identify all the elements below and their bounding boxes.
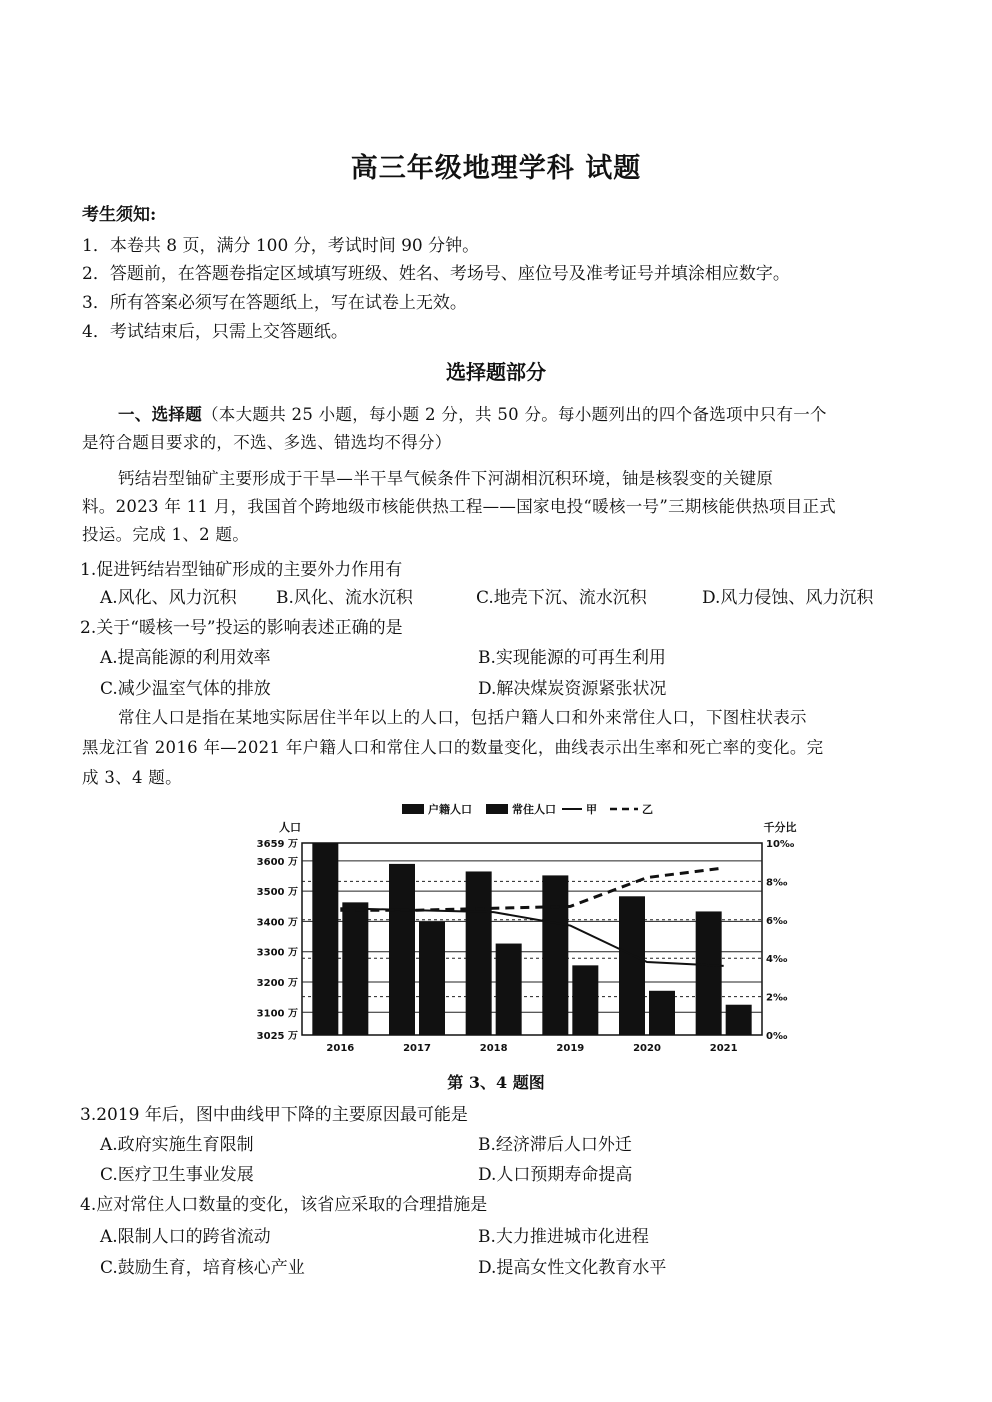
legend-label-yi: 乙	[642, 803, 653, 816]
q3-option-b: B.经济滞后人口外迁	[478, 1135, 632, 1155]
q1-option-b: B.风化、流水沉积	[276, 588, 413, 608]
x-tick-label: 2019	[556, 1043, 585, 1054]
right-tick-label: 0‰	[766, 1031, 788, 1042]
x-tick-label: 2021	[709, 1043, 738, 1054]
q4-option-b: B.大力推进城市化进程	[478, 1227, 649, 1247]
bar-huji	[542, 875, 568, 1035]
right-tick-label: 6‰	[766, 915, 788, 927]
left-tick-label: 3025 万	[256, 1031, 298, 1042]
legend-label-jia: 甲	[586, 803, 597, 816]
bar-changzhu	[726, 1005, 752, 1035]
section-title: 选择题部分	[446, 360, 546, 384]
notice-item-2: 2．答题前，在答题卷指定区域填写班级、姓名、考场号、座位号及准考证号并填涂相应数字。	[82, 264, 790, 284]
left-tick-label: 3200 万	[256, 978, 298, 990]
right-tick-label: 2‰	[766, 992, 788, 1004]
x-tick-label: 2020	[633, 1043, 661, 1054]
left-tick-label: 3300 万	[256, 947, 298, 959]
q4-option-a: A.限制人口的跨省流动	[100, 1227, 271, 1247]
q1-option-a: A.风化、风力沉积	[100, 588, 237, 608]
q4-option-c: C.鼓励生育，培育核心产业	[100, 1258, 305, 1278]
right-tick-label: 8‰	[766, 877, 788, 889]
q3-option-d: D.人口预期寿命提高	[478, 1165, 633, 1185]
bar-changzhu	[496, 944, 522, 1035]
right-tick-label: 4‰	[766, 954, 788, 966]
q3-option-a: A.政府实施生育限制	[100, 1135, 254, 1155]
q2-option-a: A.提高能源的利用效率	[100, 648, 271, 668]
notice-item-3: 3．所有答案必须写在答题纸上，写在试卷上无效。	[82, 293, 467, 313]
q2-option-d: D.解决煤炭资源紧张状况	[478, 679, 667, 699]
legend-swatch-huji	[402, 804, 424, 814]
bar-changzhu	[342, 902, 368, 1035]
notice-item-4: 4．考试结束后，只需上交答题纸。	[82, 322, 348, 342]
passage1-line-2: 料。2023 年 11 月，我国首个跨地级市核能供热工程——国家电投“暖核一号”三期核能供热项目正式	[82, 497, 837, 516]
q2-option-c: C.减少温室气体的排放	[100, 679, 271, 699]
bar-huji	[696, 911, 722, 1035]
x-tick-label: 2016	[326, 1043, 355, 1054]
q1-stem: 1.促进钙结岩型铀矿形成的主要外力作用有	[80, 560, 403, 580]
intro-line-1	[118, 400, 827, 430]
y-axis-title-left: 人口	[279, 821, 301, 834]
bar-changzhu	[649, 991, 675, 1035]
y-axis-title-right: 千分比	[763, 821, 797, 834]
legend-label-huji: 户籍人口	[428, 803, 472, 816]
legend-label-changzhu: 常住人口	[512, 803, 556, 816]
left-tick-label: 3500 万	[256, 887, 298, 899]
left-tick-label: 3659 万	[256, 839, 298, 850]
passage1-line-1: 钙结岩型铀矿主要形成于干旱—半干旱气候条件下河湖相沉积环境，铀是核裂变的关键原	[118, 469, 774, 488]
page-title: 高三年级地理学科 试题	[350, 153, 642, 184]
plot-frame	[302, 843, 762, 1035]
bar-changzhu	[572, 965, 598, 1035]
q3-stem: 3.2019 年后，图中曲线甲下降的主要原因最可能是	[80, 1105, 468, 1125]
bar-changzhu	[419, 922, 445, 1035]
q3-option-c: C.医疗卫生事业发展	[100, 1165, 254, 1185]
left-tick-label: 3100 万	[256, 1008, 298, 1020]
left-tick-label: 3400 万	[256, 917, 298, 929]
bar-huji	[312, 843, 338, 1035]
population-chart	[240, 795, 800, 1065]
left-tick-label: 3600 万	[256, 856, 298, 868]
bar-huji	[389, 864, 415, 1035]
bar-huji	[619, 896, 645, 1035]
q2-option-b: B.实现能源的可再生利用	[478, 648, 666, 668]
bar-huji	[466, 871, 492, 1035]
x-tick-label: 2018	[479, 1043, 508, 1054]
passage1-line-3: 投运。完成 1、2 题。	[82, 525, 250, 544]
q1-option-d: D.风力侵蚀、风力沉积	[702, 588, 874, 608]
chart-caption: 第 3、4 题图	[447, 1073, 545, 1092]
right-tick-label: 10‰	[766, 839, 795, 850]
passage2-line-3: 成 3、4 题。	[82, 768, 182, 787]
q4-stem: 4.应对常住人口数量的变化，该省应采取的合理措施是	[80, 1195, 488, 1215]
legend-swatch-changzhu	[486, 804, 508, 814]
intro-line-2: 是符合题目要求的，不选、多选、错选均不得分）	[82, 433, 452, 452]
q4-option-d: D.提高女性文化教育水平	[478, 1258, 667, 1278]
intro-text-1: （本大题共 25 小题，每小题 2 分，共 50 分。每小题列出的四个备选项中只有一个	[202, 405, 827, 424]
notice-heading: 考生须知:	[82, 205, 157, 225]
passage2-line-1: 常住人口是指在某地实际居住半年以上的人口，包括户籍人口和外来常住人口，下图柱状表示	[118, 708, 807, 727]
q2-stem: 2.关于“暖核一号”投运的影响表述正确的是	[80, 618, 403, 638]
intro-lead: 一、选择题	[118, 405, 202, 424]
q1-option-c: C.地壳下沉、流水沉积	[476, 588, 647, 608]
passage2-line-2: 黑龙江省 2016 年—2021 年户籍人口和常住人口的数量变化，曲线表示出生率和死亡率的变化。完	[82, 738, 824, 757]
notice-item-1: 1．本卷共 8 页，满分 100 分，考试时间 90 分钟。	[82, 236, 480, 256]
x-tick-label: 2017	[403, 1043, 431, 1054]
population-chart-svg	[240, 795, 800, 1065]
